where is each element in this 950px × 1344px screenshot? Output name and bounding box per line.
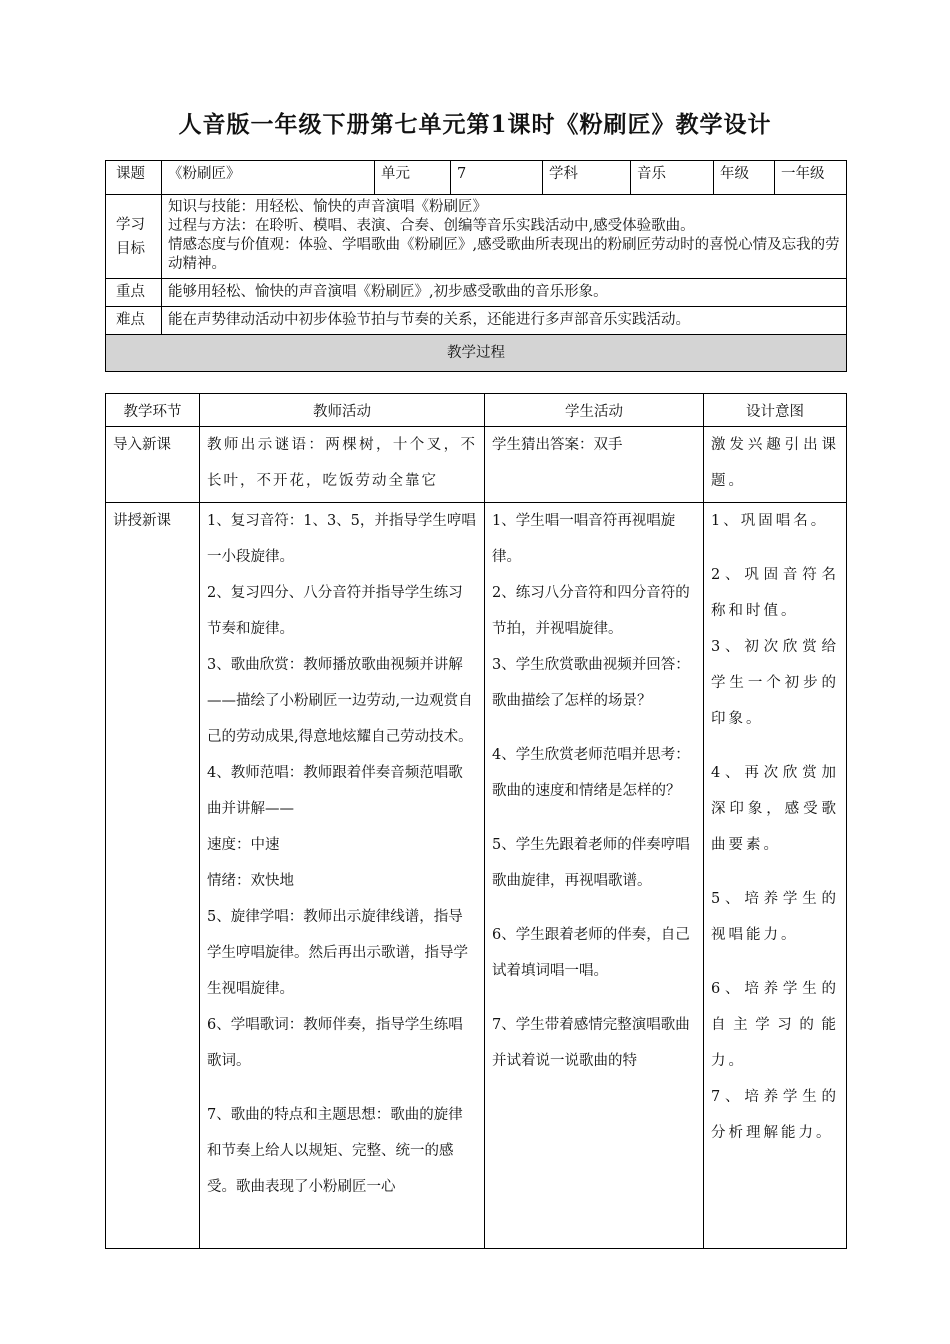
header-teacher: 教师活动 [200,394,485,427]
spacer [711,863,839,881]
lesson-info-table [105,160,847,372]
subject-label: 学科 [543,161,631,195]
intro-teacher: 教师出示谜语：两棵树，十个叉，不长叶，不开花，吃饭劳动全靠它 [200,427,485,503]
intent-7: 7、培养学生的分析理解能力。 [711,1089,839,1141]
spacer [492,899,696,917]
goal-knowledge: 知识与技能：用轻松、愉快的声音演唱《粉刷匠》 [168,199,487,215]
intent-3: 3、初次欣赏给学生一个初步的印象。 [711,639,839,727]
header-intent: 设计意图 [704,394,847,427]
teacher-step-2: 2、复习四分、八分音符并指导学生练习节奏和旋律。 [207,585,463,637]
grade-value: 一年级 [775,161,847,195]
difficulty-value: 能在声势律动活动中初步体验节拍与节奏的关系，还能进行多声部音乐实践活动。 [162,307,847,335]
teacher-mood: 情绪：欢快地 [207,873,294,889]
student-step-2: 2、练习八分音符和四分音符的节拍，并视唱旋律。 [492,585,690,637]
spacer [492,989,696,1007]
intent-5: 5、培养学生的视唱能力。 [711,891,839,943]
spacer [207,1079,477,1097]
teacher-step-6: 6、学唱歌词：教师伴奏，指导学生练唱歌词。 [207,1017,463,1069]
spacer [711,737,839,755]
teaching-process-table [105,393,847,1249]
unit-value: 7 [451,161,543,195]
student-step-4: 4、学生欣赏老师范唱并思考：歌曲的速度和情绪是怎样的？ [492,747,690,799]
topic-label: 课题 [106,161,162,195]
intent-6: 6、培养学生的自主学习的能力。 [711,981,839,1069]
document-title: 人音版一年级下册第七单元第1课时《粉刷匠》教学设计 [178,111,772,138]
intent-4: 4、再次欣赏加深印象，感受歌曲要素。 [711,765,839,853]
header-stage: 教学环节 [106,394,200,427]
subject-value: 音乐 [631,161,714,195]
teacher-speed: 速度：中速 [207,837,280,853]
spacer [711,953,839,971]
difficulty-label: 难点 [106,307,162,335]
teacher-step-7: 7、歌曲的特点和主题思想：歌曲的旋律和节奏上给人以规矩、完整、统一的感受。歌曲表现了小粉刷匠一心 [207,1107,463,1195]
teacher-step-5: 5、旋律学唱：教师出示旋律线谱，指导学生哼唱旋律。然后再出示歌谱，指导学生视唱旋律。 [207,909,468,997]
process-header: 教学过程 [106,335,847,372]
key-label: 重点 [106,279,162,307]
grade-label: 年级 [714,161,775,195]
header-student: 学生活动 [485,394,704,427]
teach-stage: 讲授新课 [106,503,200,1249]
unit-label: 单元 [375,161,451,195]
teacher-step-1: 1、复习音符：1、3、5，并指导学生哼唱一小段旋律。 [207,513,476,565]
teacher-step-4: 4、教师范唱：教师跟着伴奏音频范唱歌曲并讲解—— [207,765,463,817]
intent-2: 2、巩固音符名称和时值。 [711,567,839,619]
goal-attitude: 情感态度与价值观：体验、学唱歌曲《粉刷匠》,感受歌曲所表现出的粉刷匠劳动时的喜悦心情及忘我的劳动精神。 [168,237,840,272]
key-value: 能够用轻松、愉快的声音演唱《粉刷匠》,初步感受歌曲的音乐形象。 [162,279,847,307]
intent-1: 1、巩固唱名。 [711,513,829,529]
student-step-7: 7、学生带着感情完整演唱歌曲并试着说一说歌曲的特 [492,1017,690,1069]
student-step-3: 3、学生欣赏歌曲视频并回答：歌曲描绘了怎样的场景？ [492,657,690,709]
spacer [711,539,839,557]
topic-value: 《粉刷匠》 [162,161,375,195]
student-step-1: 1、学生唱一唱音符再视唱旋律。 [492,513,676,565]
intro-intent: 激发兴趣引出课题。 [704,427,847,503]
spacer [492,719,696,737]
goals-label: 学习目标 [106,195,162,279]
intro-stage: 导入新课 [106,427,200,503]
student-step-6: 6、学生跟着老师的伴奏，自己试着填词唱一唱。 [492,927,690,979]
student-step-5: 5、学生先跟着老师的伴奏哼唱歌曲旋律，再视唱歌谱。 [492,837,690,889]
spacer [492,809,696,827]
teacher-step-3: 3、歌曲欣赏：教师播放歌曲视频并讲解——描绘了小粉刷匠一边劳动,一边观赏自己的劳动成果,得意地炫耀自己劳动技术。 [207,657,473,745]
intro-student: 学生猜出答案：双手 [485,427,704,503]
goal-process: 过程与方法：在聆听、模唱、表演、合奏、创编等音乐实践活动中,感受体验歌曲。 [168,218,695,234]
